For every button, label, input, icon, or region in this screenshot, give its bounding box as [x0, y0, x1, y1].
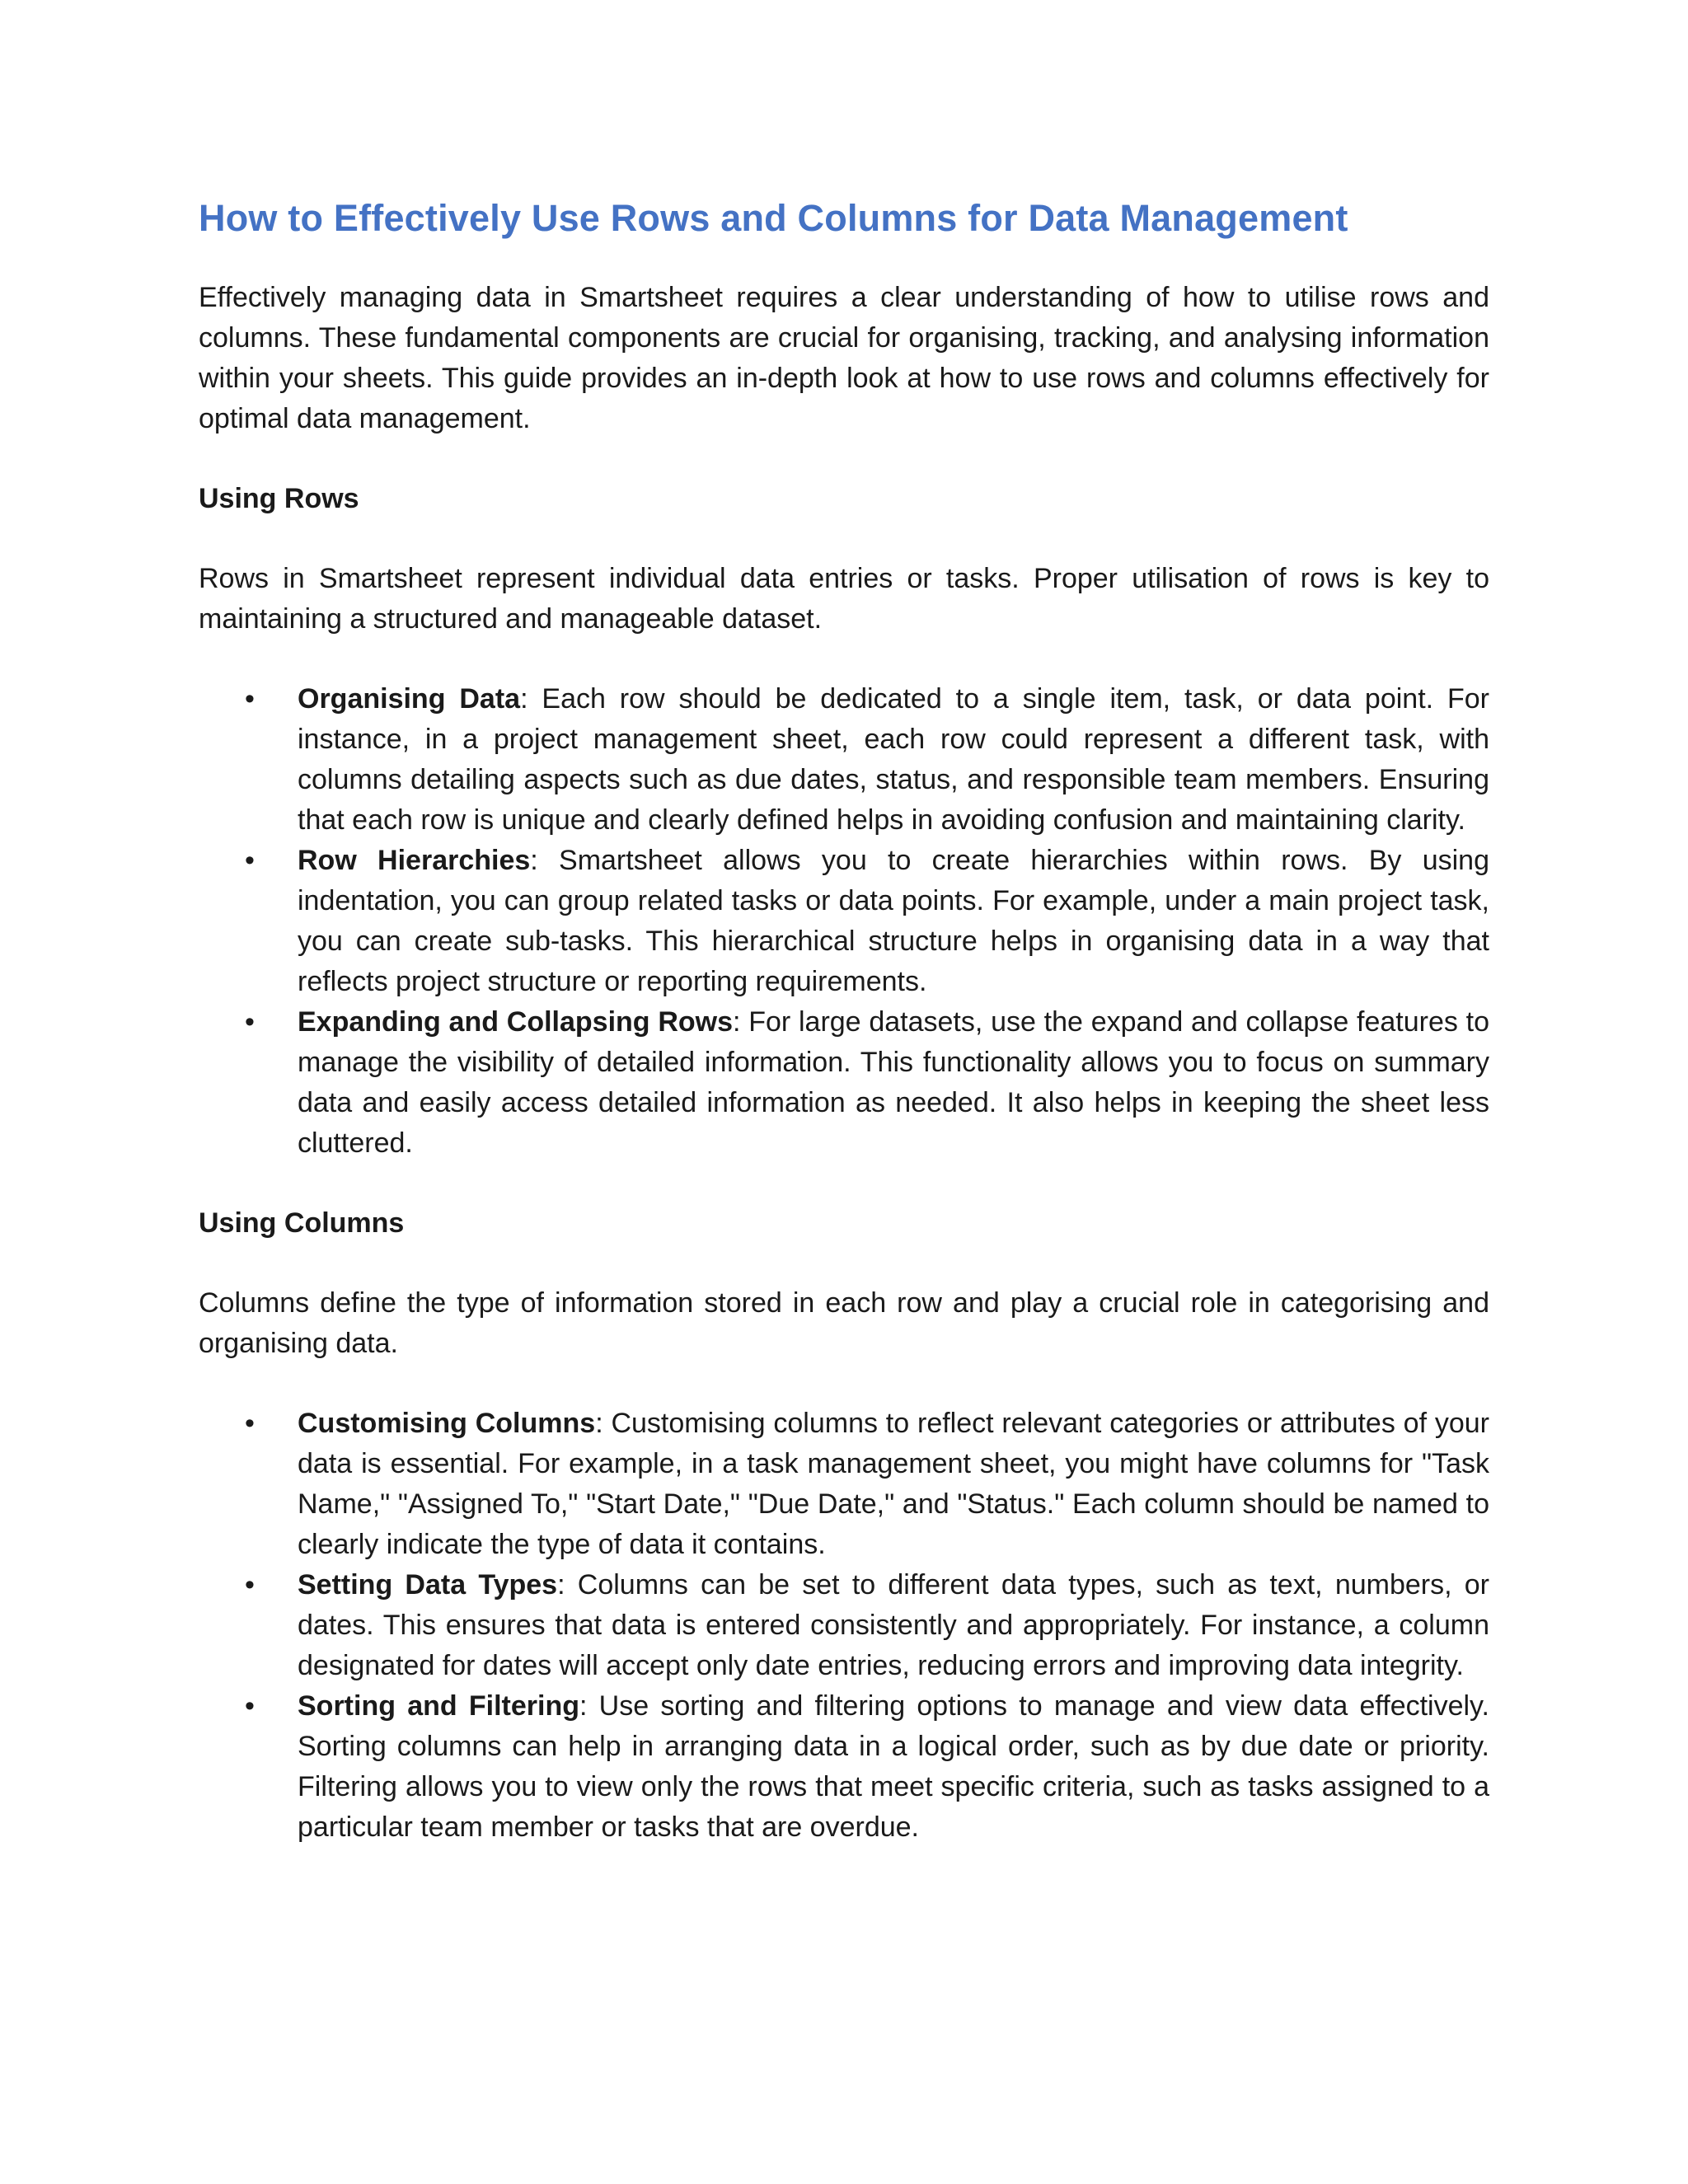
columns-intro-paragraph: Columns define the type of information stored in each row and play a crucial role in categorising and organising data. — [199, 1286, 1489, 1359]
section-heading-rows: Using Rows — [199, 482, 359, 514]
bullet-text: : Customising columns to reflect relevant categories or attributes of your data is essential. For example, in a task management sheet, you might have columns for "Task Name," "Assigned To," "Start Date," "Due Date," and "Status." Each column should be named to clearly indicate the type of data it contains. — [298, 1407, 1489, 1560]
spacer — [199, 640, 1489, 679]
bullet-icon: • — [245, 1568, 255, 1601]
spacer — [199, 439, 1489, 479]
columns-bullet-list — [199, 1404, 1489, 1848]
document-title: How to Effectively Use Rows and Columns for Data Management — [199, 197, 1348, 239]
spacer — [199, 1244, 1489, 1283]
rows-intro-paragraph: Rows in Smartsheet represent individual data entries or tasks. Proper utilisation of rows is key to maintaining a structured and manageable dataset. — [199, 562, 1489, 635]
spacer — [199, 1164, 1489, 1203]
bullet-icon: • — [245, 844, 255, 876]
bullet-term: Organising Data — [298, 682, 521, 715]
bullet-text: : Columns can be set to different data types, such as text, numbers, or dates. This ensures that data is entered consistently and appropriately. For instance, a column designated for dates will accept only date entries, reducing errors and improving data integrity. — [298, 1568, 1490, 1681]
bullet-text: : Each row should be dedicated to a single item, task, or data point. For instance, in a project management sheet, each row could represent a different task, with columns detailing aspects such as due dates, status, and responsible team members. Ensuring that each row is unique and clearly defined helps in avoiding confusion and maintaining clarity. — [298, 682, 1489, 836]
intro-paragraph: Effectively managing data in Smartsheet requires a clear understanding of how to utilise rows and columns. These fundamental components are crucial for organising, tracking, and analysing information within your sheets. This guide provides an in-depth look at how to use rows and columns effectively for optimal data management. — [199, 281, 1489, 434]
bullet-term: Expanding and Collapsing Rows — [298, 1005, 733, 1038]
bullet-text: : For large datasets, use the expand and collapse features to manage the visibility of detailed information. This functionality allows you to focus on summary data and easily access detailed information as needed. It also helps in keeping the sheet less cluttered. — [298, 1005, 1489, 1159]
bullet-term: Row Hierarchies — [298, 844, 531, 876]
bullet-term: Sorting and Filtering — [298, 1690, 579, 1722]
bullet-term: Customising Columns — [298, 1407, 596, 1439]
bullet-icon: • — [245, 1005, 255, 1038]
rows-bullet-list — [199, 679, 1489, 1164]
bullet-icon: • — [245, 682, 255, 715]
section-heading-columns: Using Columns — [199, 1207, 405, 1239]
bullet-icon: • — [245, 1407, 255, 1439]
bullet-text: : Smartsheet allows you to create hierarchies within rows. By using indentation, you can group related tasks or data points. For example, under a main project task, you can create sub-tasks. This hierarchical structure helps in organising data in a way that reflects project structure or reporting requirements. — [298, 844, 1489, 997]
spacer — [199, 1364, 1489, 1404]
list-item — [245, 1686, 1489, 1848]
bullet-icon: • — [245, 1690, 255, 1722]
document-page — [199, 194, 1489, 1848]
list-item — [245, 1565, 1490, 1686]
list-item — [245, 841, 1489, 1002]
list-item — [245, 1404, 1489, 1565]
bullet-text: : Use sorting and filtering options to manage and view data effectively. Sorting columns can help in arranging data in a logical order, such as by due date or priority. Filtering allows you to view only the rows that meet specific criteria, such as tasks assigned to a particular team member or tasks that are overdue. — [298, 1690, 1489, 1843]
list-item — [245, 1002, 1489, 1164]
spacer — [199, 519, 1489, 559]
bullet-term: Setting Data Types — [298, 1568, 558, 1601]
list-item — [245, 679, 1489, 841]
